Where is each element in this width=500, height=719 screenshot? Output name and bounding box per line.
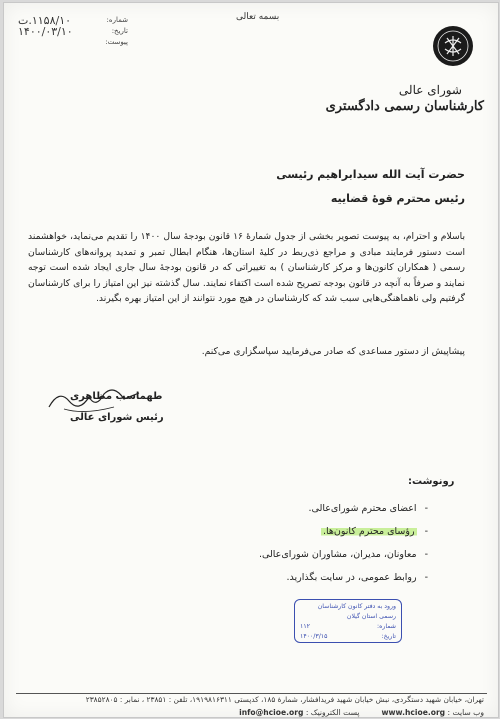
addressee-title: رئیس محترم قوۀ قضاییه (330, 192, 465, 205)
email-link[interactable]: info@hcioe.org (239, 708, 304, 717)
stamp-number-row (300, 622, 396, 632)
number-value: ۱۱۵۸/۱۰.ت (18, 14, 72, 27)
cc-item: -معاونان، مدیران، مشاوران شورای‌عالی. (258, 549, 428, 560)
cc-item: -روابط عمومی، در سایت بگذارید. (286, 572, 428, 583)
cc-item-text-highlighted: رؤسای محترم کانون‌ها. (322, 526, 415, 537)
cc-item: -رؤسای محترم کانون‌ها. (322, 526, 428, 537)
letter-meta (18, 15, 128, 48)
signer-title: رئیس شورای عالی (70, 412, 164, 423)
addressee-name: حضرت آیت الله سیدابراهیم رئیسی (276, 168, 465, 181)
date-label: تاریخ: (111, 27, 128, 35)
website-link[interactable]: www.hcioe.org (381, 708, 446, 717)
stamp-date-value: ۱۴۰۰/۳/۱۵ (300, 633, 328, 640)
footer-contacts (14, 708, 484, 717)
stamp-number-label: شماره: (377, 623, 396, 630)
footer-divider (16, 693, 487, 694)
stamp-date-row (300, 632, 396, 642)
letter-body (28, 229, 465, 307)
attachment-row (18, 37, 128, 48)
cc-item: -اعضای محترم شورای‌عالی. (308, 503, 428, 514)
org-name-line1: شورای عالی (398, 83, 462, 97)
stamp-heading: ورود به دفتر کانون کارشناسان رسمی استان گیلان (317, 603, 396, 620)
org-name-line2: کارشناسان رسمی دادگستری (325, 99, 484, 114)
receipt-stamp (294, 599, 402, 643)
footer-email (239, 708, 359, 717)
emblem-circle-icon (432, 25, 474, 67)
attachment-label: پیوست: (105, 38, 128, 46)
cc-item-text: اعضای محترم شورای‌عالی. (308, 503, 417, 514)
body-paragraph: باسلام و احترام، به پیوست تصویر بخشی از جدول شمارۀ ۱۶ قانون بودجۀ سال ۱۴۰۰ را تقدیم می‌نماید، خواهشمند است دستور فرمایند مبادی و مراجع ذی‌ربط در کلیۀ استان‌ها، هنگام ابطال تمبر و تمدید پروانه‌های کارشناسان رسمی ( همکاران کانون‌ها و مرکز کارشناسان ) به تغییراتی که در قانون بودجۀ سال جاری ایجاد شده است توجه نمایند و صرفاً به آنچه در قانون بودجه تصریح شده است اکتفاء نمایند. سال گذشته نیز این امتیاز را برای کارشناسان گرفتیم ولی ناهماهنگی‌هایی سبب شد که کارشناسان در هیچ مورد نتوانند از این امتیاز بهره بگیرند. (28, 231, 466, 305)
signer-name: طهماسب مظاهری (70, 391, 163, 402)
closing-line: پیشاپیش از دستور مساعدی که صادر می‌فرمایید سپاسگزاری می‌کنم. (201, 346, 465, 357)
email-label: پست الکترونیک : (305, 708, 360, 717)
stamp-number-value: ۱۱۲ (300, 623, 310, 630)
stamp-date-label: تاریخ: (381, 633, 396, 640)
number-label: شماره: (106, 16, 128, 24)
bismillah: بسمه تعالی (236, 12, 280, 22)
date-row (18, 26, 128, 37)
footer-address: تهران، خیابان شهید دستگردی، نبش خیابان شهید فریدافشار، شمارۀ ۱۸۵، کدپستی ۱۹۱۹۸۱۶۳۱۱، تلفن : ۲۳۸۵۱ ، نمابر : ۲۳۸۵۲۸۰۵ (85, 695, 484, 704)
cc-item-text: معاونان، مدیران، مشاوران شورای‌عالی. (258, 549, 417, 560)
date-value: ۱۴۰۰/۰۳/۱۰ (18, 25, 73, 38)
website-label: وب سایت : (447, 708, 484, 717)
cc-list (184, 497, 428, 589)
letter-page (3, 2, 499, 718)
cc-title: رونوشت: (408, 476, 455, 487)
footer-website (382, 708, 484, 717)
cc-item-text: روابط عمومی، در سایت بگذارید. (286, 572, 417, 583)
